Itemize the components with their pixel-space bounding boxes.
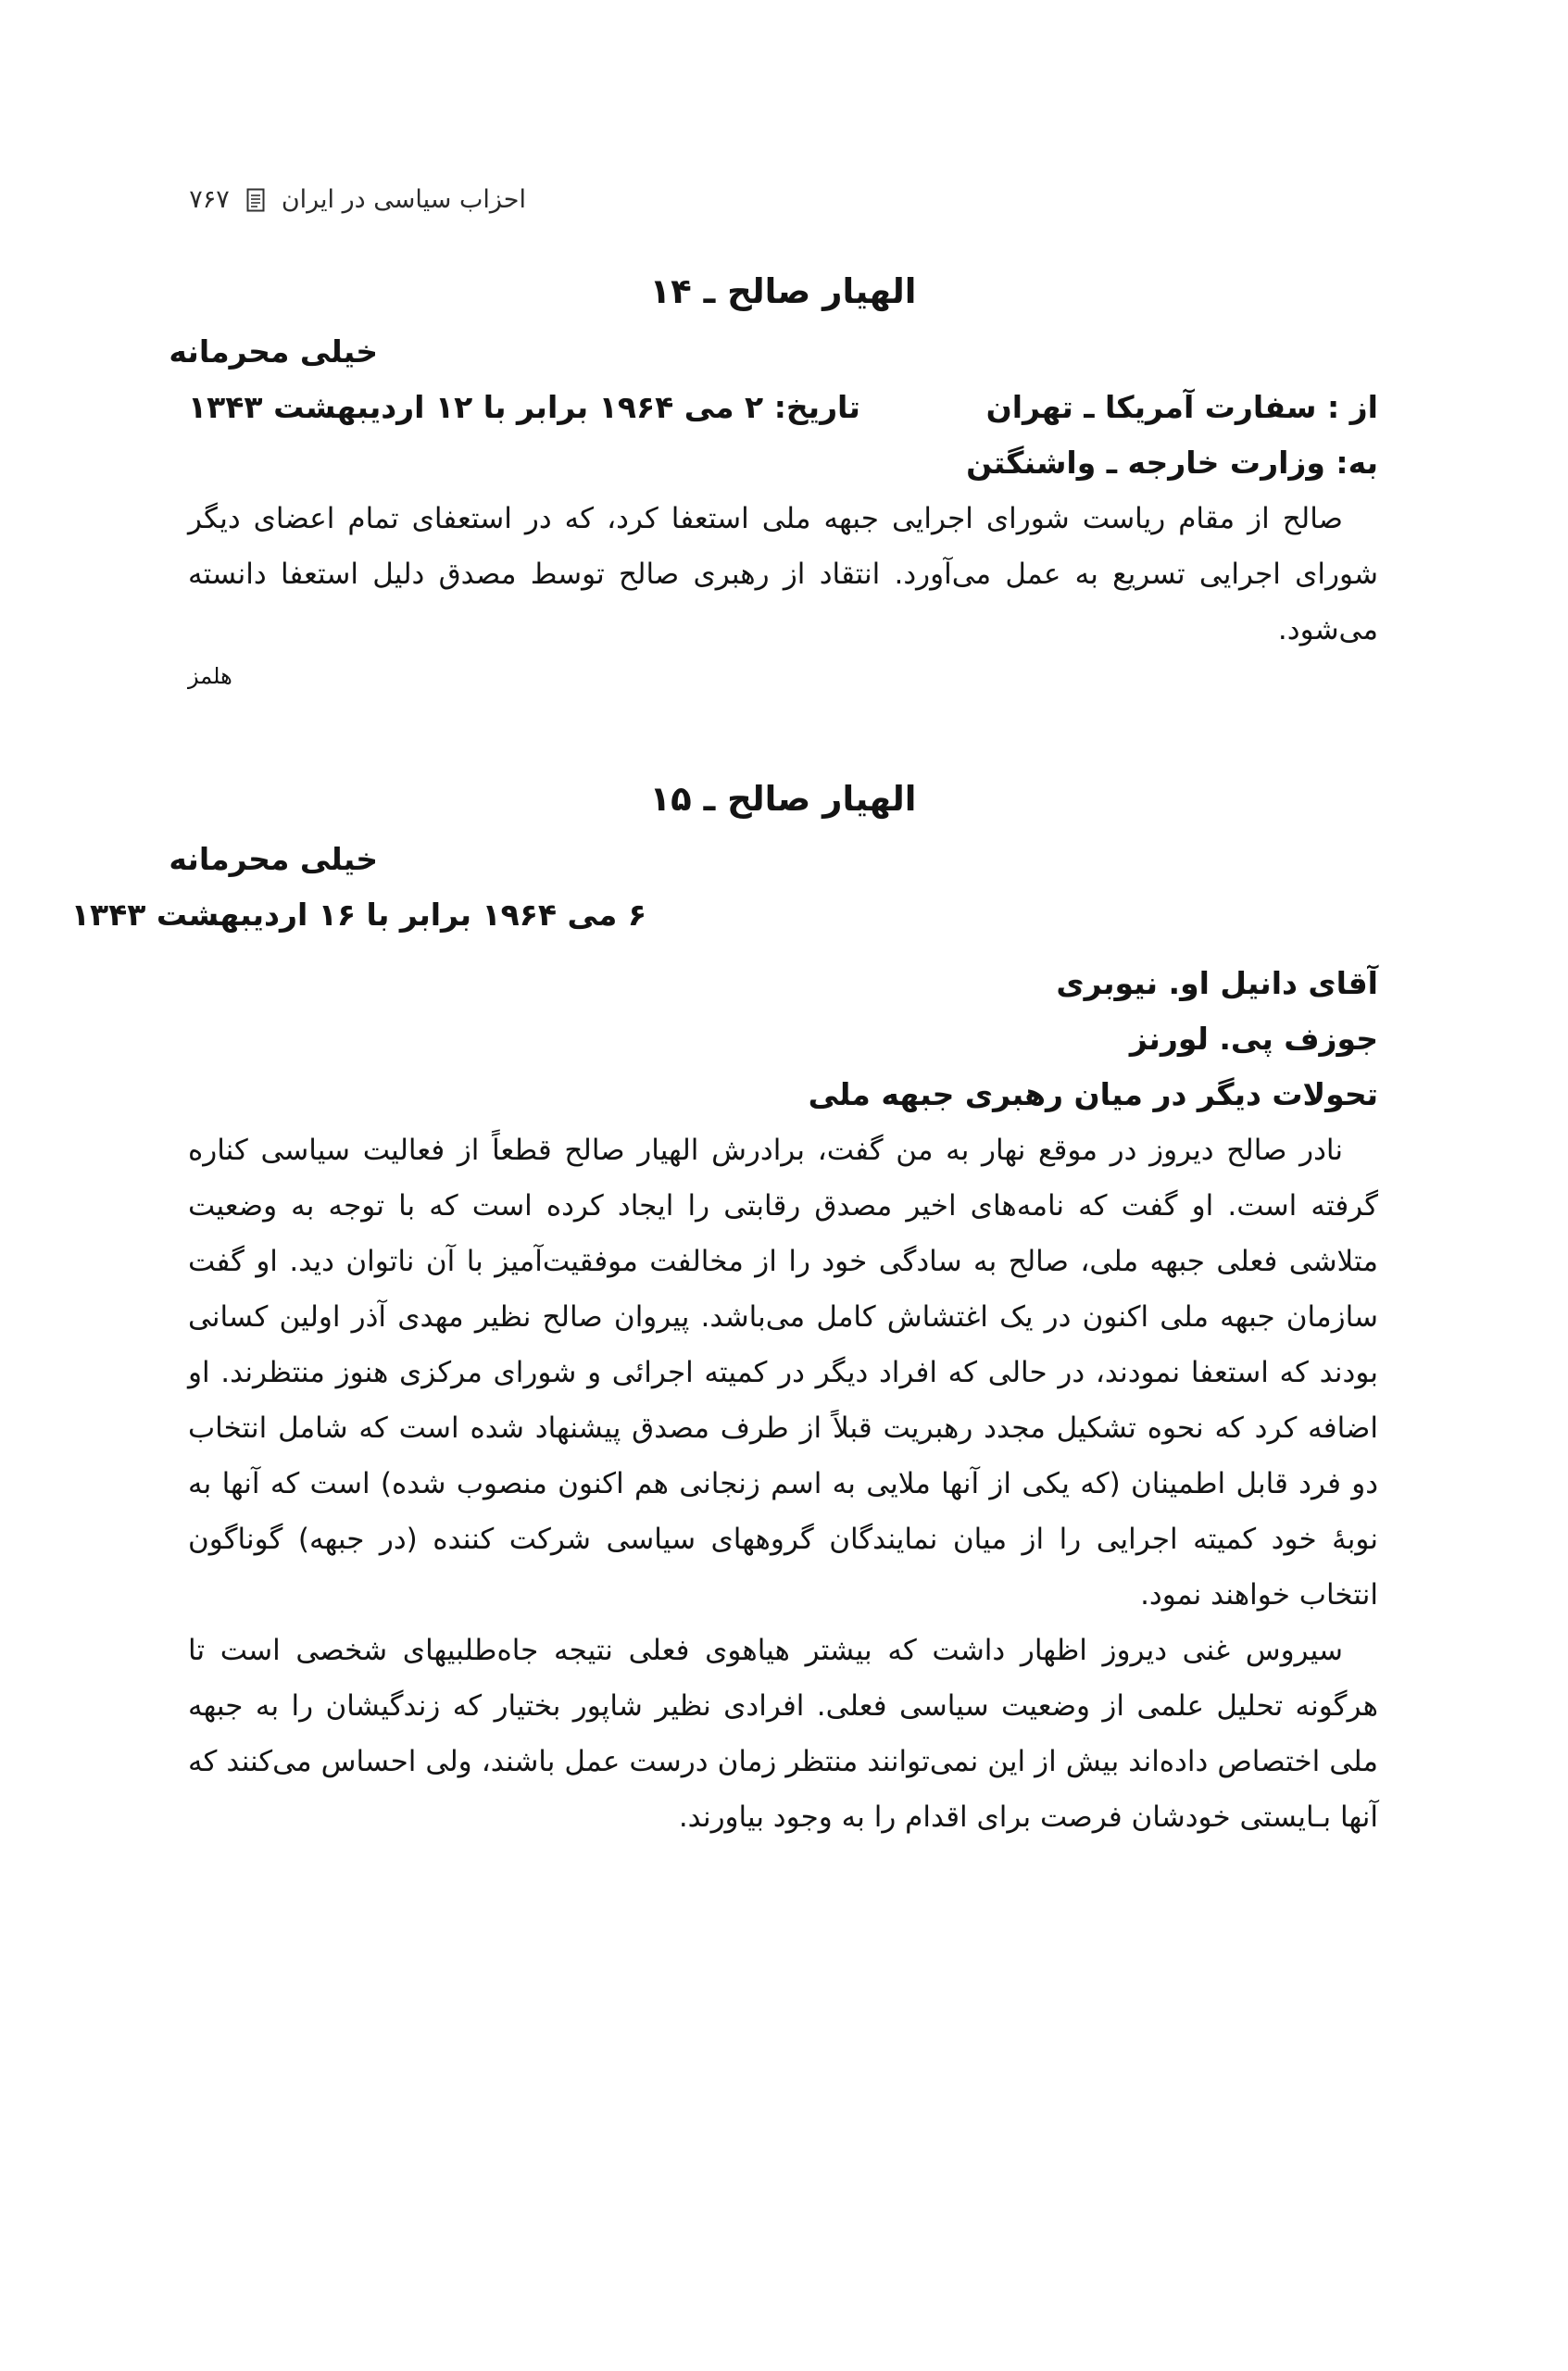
page-number: ۷۶۷ [189, 185, 230, 214]
section-14-classification: خیلی محرمانه [169, 333, 378, 370]
memo-subject: تحولات دیگر در میان رهبری جبهه ملی [808, 1076, 1378, 1112]
document-icon [246, 188, 265, 212]
section-15-date: ۶ می ۱۹۶۴ برابر با ۱۶ اردیبهشت ۱۳۴۳ [70, 897, 646, 933]
section-14-title: الهیار صالح ـ ۱۴ [649, 271, 917, 311]
section-15-paragraph-1: نادر صالح دیروز در موقع نهار به من گفت، برادرش الهیار صالح قطعاً از فعالیت سیاسی کناره گرفته است. او گفت که نامه‌های اخیر مصدق رقابتی را ایجاد کرده است که با توجه به وضعیت متلاشی فعلی جبهه ملی، صالح به سادگی خود را از مخالفت موفقیت‌آمیز با آن ناتوان دید. او گفت سازمان جبهه ملی اکنون در یک اغتشاش کامل می‌باشد. پیروان صالح نظیر مهدی آذر اولین کسانی بودند که استعفا نمودند، در حالی که افراد دیگر در کمیته اجرائی و شورای مرکزی هنوز منتظرند. او اضافه کرد که نحوه تشکیل مجدد رهبریت قبلاً از طرف مصدق پیشنهاد شده است که شامل انتخاب دو فرد قابل اطمینان (که یکی از آنها ملایی به اسم زنجانی هم اکنون منصوب شده) است که آنها به نوبهٔ خود کمیته اجرایی را از میان نمایندگان گروههای سیاسی شرکت کننده (در جبهه) گوناگون انتخاب خواهند نمود. [188, 1134, 1378, 1612]
section-14-header-row [188, 380, 1378, 435]
section-14-to: به: وزارت خارجه ـ واشنگتن [966, 445, 1378, 481]
addressee-2: جوزف پی. لورنز [1129, 1021, 1378, 1057]
section-14-from: از : سفارت آمریکا ـ تهران [985, 389, 1378, 425]
section-15-paragraph-2: سیروس غنی دیروز اظهار داشت که بیشتر هیاهوی فعلی نتیجه جاه‌طلبیهای شخصی است تا هرگونه تحلیل علمی از وضعیت سیاسی فعلی. افرادی نظیر شاپور بختیار که زندگیشان را به جبهه ملی اختصاص داده‌اند بیش از این نمی‌توانند منتظر زمان درست عمل باشند، ولی احساس می‌کنند که آنها بـایستی خودشان فرصت برای اقدام را به وجود بیاورند. [188, 1634, 1378, 1834]
page-content [70, 259, 1378, 1845]
section-spacer [188, 704, 1378, 767]
book-title: احزاب سیاسی در ایران [281, 185, 526, 214]
section-15-title: الهیار صالح ـ ۱۵ [649, 779, 917, 819]
section-14-body: صالح از مقام ریاست شورای اجرایی جبهه ملی استعفا کرد، که در استعفای تمام اعضای دیگر شورای اجرایی تسریع به عمل می‌آورد. انتقاد از رهبری صالح توسط مصدق دلیل استعفا دانسته می‌شود. [188, 502, 1378, 646]
addressee-1: آقای دانیل او. نیوبری [1056, 965, 1378, 1001]
section-14-date: تاریخ: ۲ می ۱۹۶۴ برابر با ۱۲ اردیبهشت ۱۳۴۳ [188, 389, 860, 425]
running-header [174, 185, 526, 214]
section-15-classification: خیلی محرمانه [169, 841, 378, 877]
spacer [188, 943, 1378, 956]
section-14-signature: هلمز [188, 663, 232, 689]
